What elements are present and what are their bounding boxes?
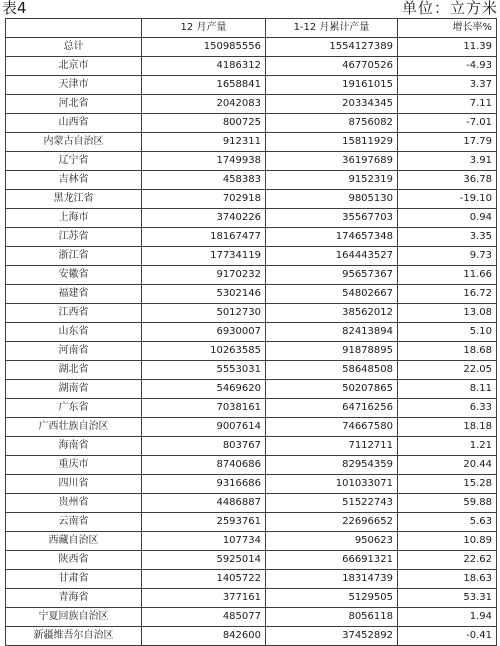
table-row: [6, 152, 497, 171]
table-row: [6, 494, 497, 513]
cumulative-cell: 38562012: [266, 304, 398, 323]
growth-cell: 18.63: [398, 570, 497, 589]
region-cell: 湖南省: [6, 380, 142, 399]
december-cell: 10263585: [142, 342, 266, 361]
growth-cell: -0.41: [398, 627, 497, 646]
growth-cell: 18.18: [398, 418, 497, 437]
cumulative-cell: 64716256: [266, 399, 398, 418]
december-cell: 17734119: [142, 247, 266, 266]
december-cell: 4486887: [142, 494, 266, 513]
december-cell: 4186312: [142, 57, 266, 76]
growth-cell: 20.44: [398, 456, 497, 475]
region-cell: 湖北省: [6, 361, 142, 380]
region-cell: 江苏省: [6, 228, 142, 247]
region-cell: 青海省: [6, 589, 142, 608]
table-row: [6, 76, 497, 95]
cumulative-cell: 46770526: [266, 57, 398, 76]
growth-cell: 22.05: [398, 361, 497, 380]
cumulative-cell: 74667580: [266, 418, 398, 437]
table-row: [6, 380, 497, 399]
growth-cell: 6.33: [398, 399, 497, 418]
cumulative-cell: 36197689: [266, 152, 398, 171]
table-row: [6, 342, 497, 361]
december-cell: 458383: [142, 171, 266, 190]
growth-cell: -4.93: [398, 57, 497, 76]
growth-cell: -7.01: [398, 114, 497, 133]
growth-cell: 17.79: [398, 133, 497, 152]
december-cell: 5553031: [142, 361, 266, 380]
cumulative-cell: 91878895: [266, 342, 398, 361]
region-cell: 山西省: [6, 114, 142, 133]
december-cell: 107734: [142, 532, 266, 551]
table-row: [6, 95, 497, 114]
cumulative-cell: 95657367: [266, 266, 398, 285]
cumulative-cell: 82413894: [266, 323, 398, 342]
table-row: [6, 38, 497, 57]
cumulative-cell: 54802667: [266, 285, 398, 304]
cumulative-cell: 7112711: [266, 437, 398, 456]
table-row: [6, 513, 497, 532]
growth-cell: 8.11: [398, 380, 497, 399]
december-cell: 3740226: [142, 209, 266, 228]
growth-cell: 3.35: [398, 228, 497, 247]
table-row: [6, 209, 497, 228]
table-row: [6, 304, 497, 323]
table-row: [6, 437, 497, 456]
december-cell: 8740686: [142, 456, 266, 475]
unit-label: 单位：立方米: [401, 0, 498, 17]
cumulative-cell: 50207865: [266, 380, 398, 399]
cumulative-cell: 22696652: [266, 513, 398, 532]
december-cell: 2593761: [142, 513, 266, 532]
table-body: [6, 38, 497, 646]
region-cell: 海南省: [6, 437, 142, 456]
growth-cell: 1.94: [398, 608, 497, 627]
december-cell: 1749938: [142, 152, 266, 171]
region-cell: 总计: [6, 38, 142, 57]
cumulative-cell: 101033071: [266, 475, 398, 494]
region-cell: 浙江省: [6, 247, 142, 266]
region-cell: 天津市: [6, 76, 142, 95]
header-row: [6, 19, 497, 38]
growth-cell: 5.10: [398, 323, 497, 342]
table-row: [6, 456, 497, 475]
cumulative-cell: 35567703: [266, 209, 398, 228]
region-cell: 广东省: [6, 399, 142, 418]
table-caption-bar: [0, 0, 500, 19]
december-cell: 1405722: [142, 570, 266, 589]
december-cell: 702918: [142, 190, 266, 209]
cumulative-cell: 37452892: [266, 627, 398, 646]
december-cell: 18167477: [142, 228, 266, 247]
december-cell: 5925014: [142, 551, 266, 570]
growth-cell: 13.08: [398, 304, 497, 323]
table-row: [6, 399, 497, 418]
region-cell: 吉林省: [6, 171, 142, 190]
december-cell: 5302146: [142, 285, 266, 304]
december-cell: 9170232: [142, 266, 266, 285]
growth-cell: 3.91: [398, 152, 497, 171]
growth-cell: 11.66: [398, 266, 497, 285]
table-row: [6, 475, 497, 494]
cumulative-cell: 20334345: [266, 95, 398, 114]
header-cumulative: 1-12 月累计产量: [266, 19, 398, 38]
cumulative-cell: 58648508: [266, 361, 398, 380]
growth-cell: 3.37: [398, 76, 497, 95]
region-cell: 辽宁省: [6, 152, 142, 171]
table-row: [6, 570, 497, 589]
table-row: [6, 247, 497, 266]
growth-cell: -19.10: [398, 190, 497, 209]
cumulative-cell: 1554127389: [266, 38, 398, 57]
growth-cell: 22.62: [398, 551, 497, 570]
region-cell: 北京市: [6, 57, 142, 76]
table-label: 表4: [2, 0, 27, 17]
region-cell: 黑龙江省: [6, 190, 142, 209]
december-cell: 6930007: [142, 323, 266, 342]
cumulative-cell: 950623: [266, 532, 398, 551]
region-cell: 西藏自治区: [6, 532, 142, 551]
table-row: [6, 589, 497, 608]
region-cell: 新疆维吾尔自治区: [6, 627, 142, 646]
table-row: [6, 190, 497, 209]
region-cell: 四川省: [6, 475, 142, 494]
december-cell: 7038161: [142, 399, 266, 418]
december-cell: 912311: [142, 133, 266, 152]
cumulative-cell: 66691321: [266, 551, 398, 570]
cumulative-cell: 19161015: [266, 76, 398, 95]
growth-cell: 53.31: [398, 589, 497, 608]
region-cell: 甘肃省: [6, 570, 142, 589]
growth-cell: 10.89: [398, 532, 497, 551]
cumulative-cell: 15811929: [266, 133, 398, 152]
table-row: [6, 228, 497, 247]
table-row: [6, 532, 497, 551]
region-cell: 内蒙古自治区: [6, 133, 142, 152]
growth-cell: 0.94: [398, 209, 497, 228]
region-cell: 云南省: [6, 513, 142, 532]
region-cell: 河南省: [6, 342, 142, 361]
growth-cell: 11.39: [398, 38, 497, 57]
growth-cell: 5.63: [398, 513, 497, 532]
december-cell: 9316686: [142, 475, 266, 494]
header-growth: 增长率%: [398, 19, 497, 38]
growth-cell: 7.11: [398, 95, 497, 114]
cumulative-cell: 9152319: [266, 171, 398, 190]
cumulative-cell: 51522743: [266, 494, 398, 513]
table-row: [6, 133, 497, 152]
cumulative-cell: 164443527: [266, 247, 398, 266]
region-cell: 福建省: [6, 285, 142, 304]
production-table: [5, 18, 497, 646]
header-december: 12 月产量: [142, 19, 266, 38]
cumulative-cell: 82954359: [266, 456, 398, 475]
cumulative-cell: 8056118: [266, 608, 398, 627]
region-cell: 山东省: [6, 323, 142, 342]
table-row: [6, 114, 497, 133]
region-cell: 江西省: [6, 304, 142, 323]
growth-cell: 36.78: [398, 171, 497, 190]
region-cell: 陕西省: [6, 551, 142, 570]
region-cell: 贵州省: [6, 494, 142, 513]
december-cell: 5012730: [142, 304, 266, 323]
table-row: [6, 551, 497, 570]
region-cell: 重庆市: [6, 456, 142, 475]
region-cell: 上海市: [6, 209, 142, 228]
header-region: [6, 19, 142, 38]
cumulative-cell: 8756082: [266, 114, 398, 133]
december-cell: 485077: [142, 608, 266, 627]
december-cell: 842600: [142, 627, 266, 646]
growth-cell: 18.68: [398, 342, 497, 361]
cumulative-cell: 18314739: [266, 570, 398, 589]
table-row: [6, 418, 497, 437]
december-cell: 377161: [142, 589, 266, 608]
growth-cell: 59.88: [398, 494, 497, 513]
region-cell: 广西壮族自治区: [6, 418, 142, 437]
growth-cell: 16.72: [398, 285, 497, 304]
december-cell: 9007614: [142, 418, 266, 437]
table-row: [6, 57, 497, 76]
table-row: [6, 285, 497, 304]
december-cell: 150985556: [142, 38, 266, 57]
table-row: [6, 627, 497, 646]
december-cell: 803767: [142, 437, 266, 456]
growth-cell: 15.28: [398, 475, 497, 494]
cumulative-cell: 5129505: [266, 589, 398, 608]
cumulative-cell: 9805130: [266, 190, 398, 209]
december-cell: 1658841: [142, 76, 266, 95]
table-row: [6, 323, 497, 342]
region-cell: 河北省: [6, 95, 142, 114]
table-row: [6, 266, 497, 285]
table-row: [6, 608, 497, 627]
cumulative-cell: 174657348: [266, 228, 398, 247]
december-cell: 5469620: [142, 380, 266, 399]
region-cell: 安徽省: [6, 266, 142, 285]
growth-cell: 1.21: [398, 437, 497, 456]
growth-cell: 9.73: [398, 247, 497, 266]
region-cell: 宁夏回族自治区: [6, 608, 142, 627]
table-row: [6, 361, 497, 380]
table-row: [6, 171, 497, 190]
december-cell: 2042083: [142, 95, 266, 114]
december-cell: 800725: [142, 114, 266, 133]
